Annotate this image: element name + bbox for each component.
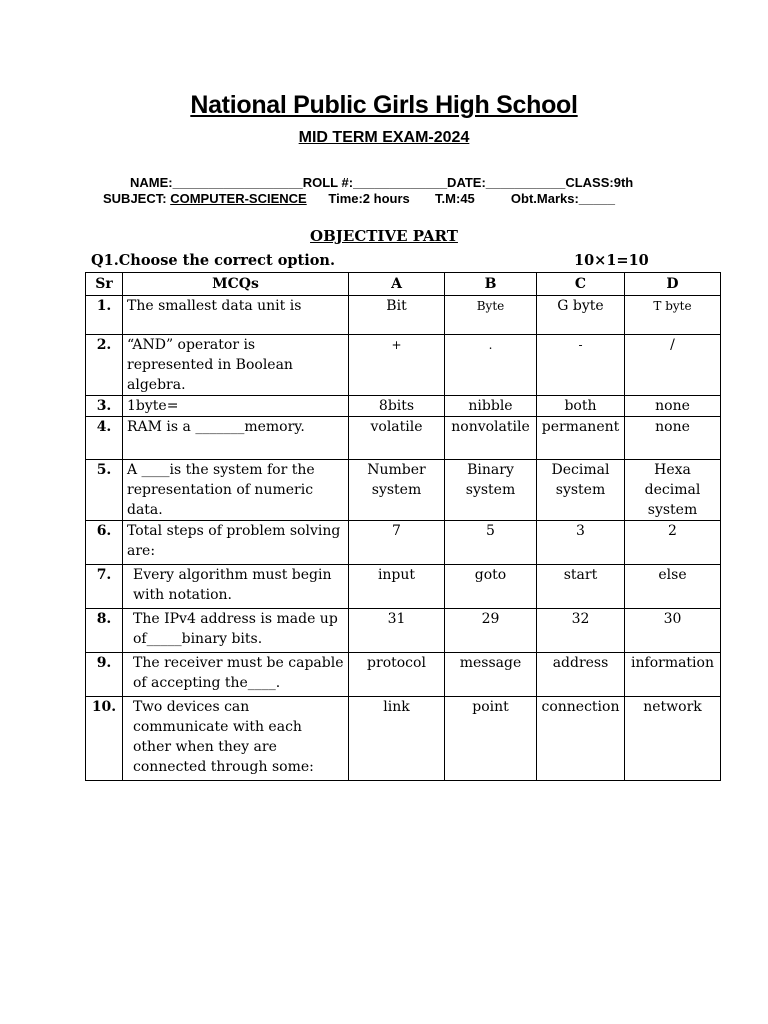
header-sr: Sr	[86, 273, 123, 296]
question-heading: Q1.Choose the correct option.	[91, 252, 336, 269]
time-marks-info: Time:2 hours T.M:45 Obt.Marks:_____	[306, 191, 615, 206]
option-a: +	[349, 335, 445, 396]
serial-number: 2.	[86, 335, 123, 396]
subject-info-line	[103, 191, 615, 206]
option-d: network	[625, 697, 721, 781]
table-header-row	[86, 273, 721, 296]
serial-number: 3.	[86, 396, 123, 417]
option-c: connection	[537, 697, 625, 781]
option-a: Number system	[349, 460, 445, 521]
table-row	[86, 521, 721, 565]
option-b: 5	[445, 521, 537, 565]
option-b: 29	[445, 609, 537, 653]
table-row	[86, 653, 721, 697]
serial-number: 8.	[86, 609, 123, 653]
option-d: none	[625, 396, 721, 417]
option-a: 7	[349, 521, 445, 565]
serial-number: 10.	[86, 697, 123, 781]
serial-number: 1.	[86, 296, 123, 335]
table-row	[86, 335, 721, 396]
option-a: Bit	[349, 296, 445, 335]
option-d: T byte	[625, 296, 721, 335]
option-c: permanent	[537, 417, 625, 460]
option-c: 32	[537, 609, 625, 653]
option-b: nibble	[445, 396, 537, 417]
student-info-line: NAME:__________________ROLL #:_____________DATE:___________CLASS:9th	[130, 175, 634, 190]
option-c: start	[537, 565, 625, 609]
question-text: Total steps of problem solving are:	[123, 521, 349, 565]
option-b: .	[445, 335, 537, 396]
subject-value: COMPUTER-SCIENCE	[170, 191, 307, 206]
table-row	[86, 396, 721, 417]
option-b: Binary system	[445, 460, 537, 521]
option-a: input	[349, 565, 445, 609]
table-row	[86, 697, 721, 781]
option-b: Byte	[445, 296, 537, 335]
question-text: “AND” operator is represented in Boolean algebra.	[123, 335, 349, 396]
mcq-table	[85, 272, 721, 781]
header-option-b: B	[445, 273, 537, 296]
question-text: 1byte=	[123, 396, 349, 417]
header-option-d: D	[625, 273, 721, 296]
option-d: /	[625, 335, 721, 396]
option-d: information	[625, 653, 721, 697]
serial-number: 4.	[86, 417, 123, 460]
serial-number: 6.	[86, 521, 123, 565]
option-c: G byte	[537, 296, 625, 335]
header-option-a: A	[349, 273, 445, 296]
option-a: 8bits	[349, 396, 445, 417]
question-text: RAM is a _______memory.	[123, 417, 349, 460]
option-d: Hexa decimal system	[625, 460, 721, 521]
serial-number: 7.	[86, 565, 123, 609]
question-text: A ____is the system for the representation of numeric data.	[123, 460, 349, 521]
table-row	[86, 296, 721, 335]
question-text: The smallest data unit is	[123, 296, 349, 335]
serial-number: 5.	[86, 460, 123, 521]
table-row	[86, 417, 721, 460]
option-b: goto	[445, 565, 537, 609]
question-text: Two devices can communicate with each other when they are connected through some:	[123, 697, 349, 781]
option-d: 2	[625, 521, 721, 565]
school-name: National Public Girls High School	[190, 91, 578, 119]
option-c: 3	[537, 521, 625, 565]
option-c: address	[537, 653, 625, 697]
option-a: protocol	[349, 653, 445, 697]
option-b: message	[445, 653, 537, 697]
question-text: The IPv4 address is made up of_____binary bits.	[123, 609, 349, 653]
table-row	[86, 565, 721, 609]
option-a: volatile	[349, 417, 445, 460]
option-c: -	[537, 335, 625, 396]
option-b: point	[445, 697, 537, 781]
option-d: else	[625, 565, 721, 609]
option-b: nonvolatile	[445, 417, 537, 460]
header-option-c: C	[537, 273, 625, 296]
subject-label: SUBJECT:	[103, 191, 171, 206]
option-d: 30	[625, 609, 721, 653]
section-title: OBJECTIVE PART	[310, 227, 458, 245]
serial-number: 9.	[86, 653, 123, 697]
question-text: The receiver must be capable of accepting the____.	[123, 653, 349, 697]
option-a: 31	[349, 609, 445, 653]
option-c: Decimal system	[537, 460, 625, 521]
table-row	[86, 609, 721, 653]
exam-title: MID TERM EXAM-2024	[298, 129, 470, 146]
table-row	[86, 460, 721, 521]
header-mcqs: MCQs	[123, 273, 349, 296]
question-text: Every algorithm must begin with notation.	[123, 565, 349, 609]
option-a: link	[349, 697, 445, 781]
marks-total: 10×1=10	[574, 252, 649, 269]
option-d: none	[625, 417, 721, 460]
option-c: both	[537, 396, 625, 417]
